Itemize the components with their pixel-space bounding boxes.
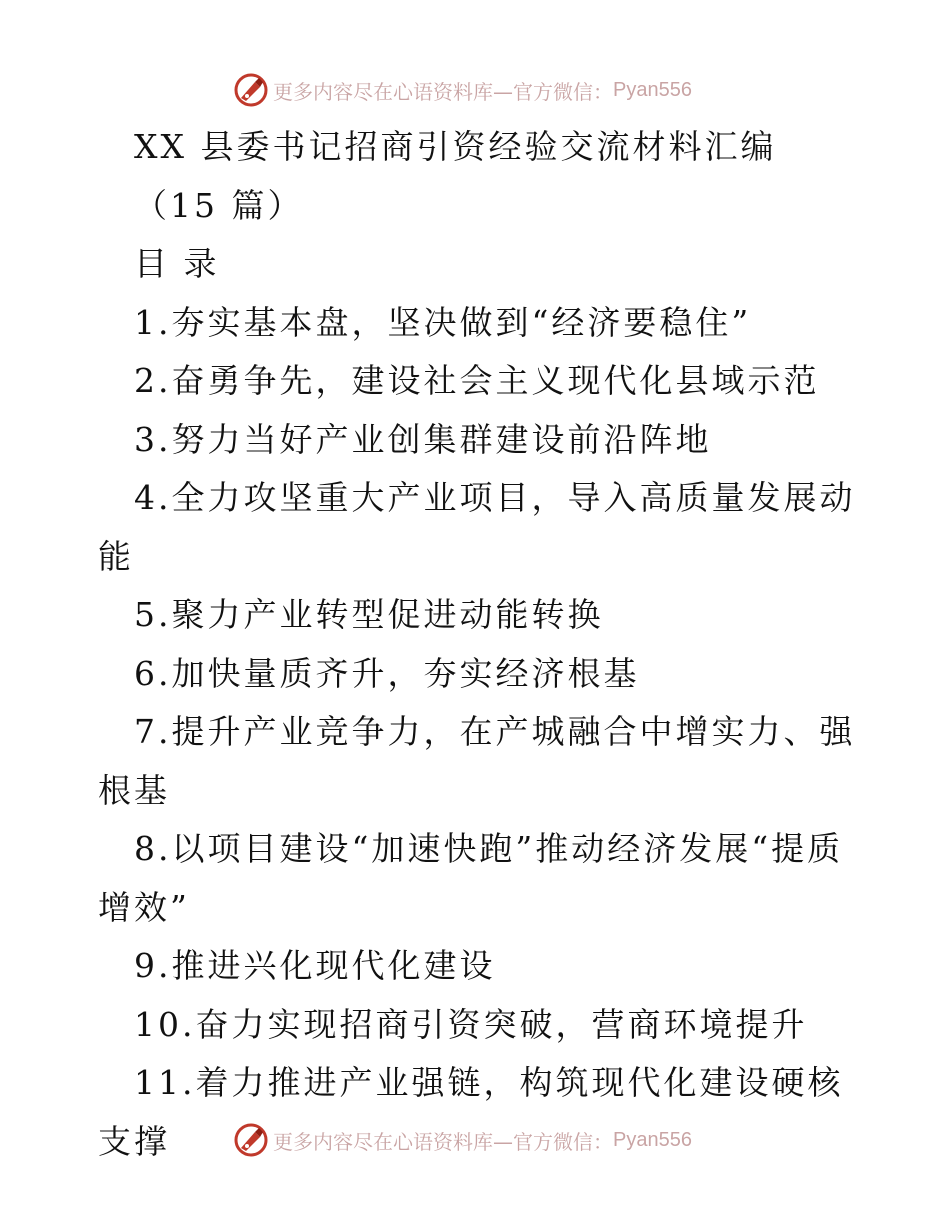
footer-banner	[233, 1120, 692, 1160]
toc-item: 3.努力当好产业创集群建设前沿阵地	[134, 419, 712, 459]
toc-heading: 目 录	[134, 244, 220, 283]
banner-account: Pyan556	[613, 1128, 692, 1151]
toc-item: 1.夯实基本盘，坚决做到“经济要稳住”	[134, 302, 752, 342]
toc-item: 2.奋勇争先，建设社会主义现代化县域示范	[134, 361, 820, 400]
pen-nib-logo-icon	[233, 1122, 269, 1158]
pen-nib-logo-icon	[233, 72, 269, 108]
toc-item: 4.全力攻坚重大产业项目，导入高质量发展动能	[98, 478, 856, 576]
toc-item: 10.奋力实现招商引资突破，营商环境提升	[134, 1004, 808, 1044]
toc-item: 5.聚力产业转型促进动能转换	[134, 595, 604, 634]
document-body	[98, 118, 858, 1171]
toc-item: 7.提升产业竞争力，在产城融合中增实力、强根基	[98, 712, 856, 810]
toc-item: 9.推进兴化现代化建设	[134, 946, 496, 985]
banner-account: Pyan556	[613, 78, 692, 101]
banner-text: 更多内容尽在心语资料库—官方微信：	[273, 79, 613, 104]
toc-item: 6.加快量质齐升，夯实经济根基	[134, 653, 640, 693]
toc-item: 8.以项目建设“加速快跑”推动经济发展“提质增效”	[98, 829, 844, 927]
document-title: XX 县委书记招商引资经验交流材料汇编	[134, 127, 777, 166]
toc-item: 11.着力推进产业强链，构筑现代化建设硬核支撑	[98, 1063, 844, 1161]
banner-text: 更多内容尽在心语资料库—官方微信：	[273, 1129, 613, 1154]
document-subtitle: （15 篇）	[134, 185, 304, 225]
header-banner	[233, 70, 692, 110]
